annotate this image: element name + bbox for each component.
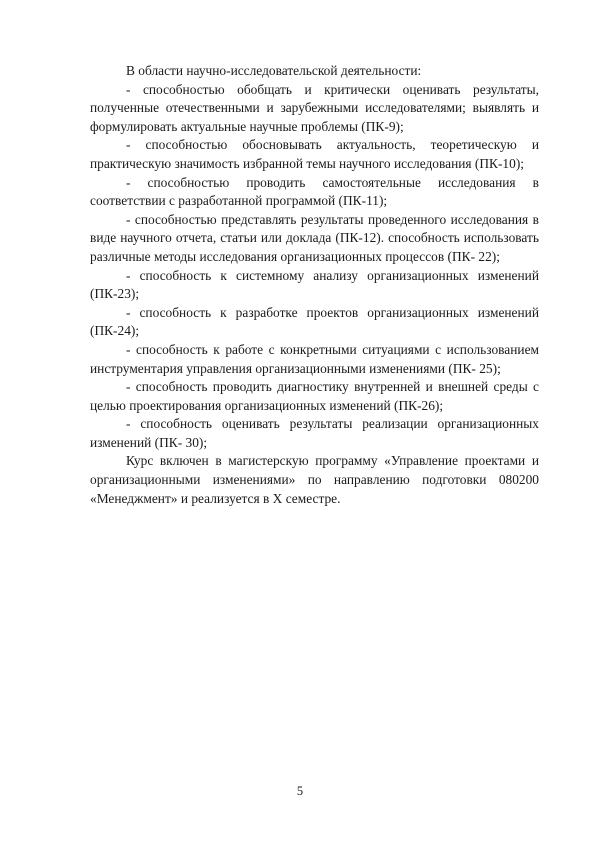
competency-item-pk-9: - способностью обобщать и критически оценивать результаты, полученные отечественными и зарубежными исследователями; выявлять и формулировать актуальные научные проблемы (ПК-9); [90,81,539,134]
competency-item-pk-26: - способность проводить диагностику внутренней и внешней среды с целью проектирования организационных изменений (ПК-26); [90,379,539,413]
section-heading: В области научно-исследовательской деятельности: [126,63,422,78]
page-content [90,62,539,508]
competency-item-pk-11: - способностью проводить самостоятельные исследования в соответствии с разработанной программой (ПК-11); [90,174,539,209]
competency-item-pk-10: - способностью обосновывать актуальность, теоретическую и практическую значимость избранной темы научного исследования (ПК-10); [90,137,539,171]
competency-item-pk-24: - способность к разработке проектов организационных изменений (ПК-24); [90,304,539,339]
page-number: 5 [296,784,304,798]
competency-item-pk-25: - способность к работе с конкретными ситуациями с использованием инструментария управления организационными изменениями (ПК- 25); [90,341,539,376]
competency-item-pk-30: - способность оценивать результаты реализации организационных изменений (ПК- 30); [90,416,539,450]
competency-item-pk-12: - способностью представлять результаты проведенного исследования в виде научного отчета, статьи или доклада (ПК-12). способность использовать различные методы исследования организационных процессов (ПК- 22); [90,211,539,264]
competency-item-pk-23: - способность к системному анализу организационных изменений (ПК-23); [90,267,539,302]
course-info-paragraph: Курс включен в магистерскую программу «Управление проектами и организационными изменениями» по направлению подготовки 080200 «Менеджмент» и реализуется в X семестре. [90,453,539,506]
